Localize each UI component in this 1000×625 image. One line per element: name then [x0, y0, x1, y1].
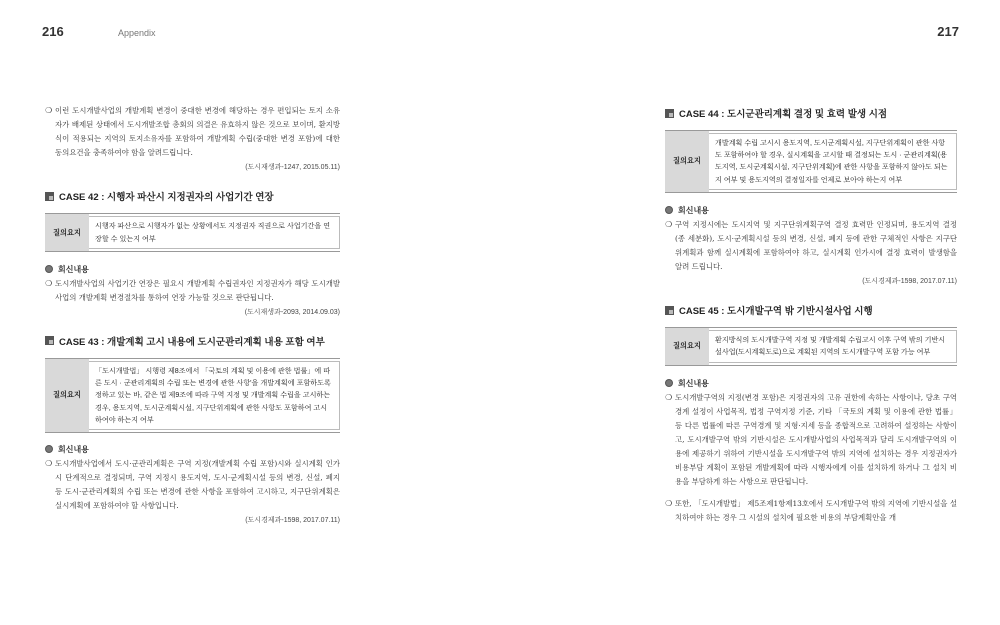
case-icon: [45, 336, 54, 345]
case-44-answer: [665, 218, 957, 274]
case-45-answer-heading: [665, 378, 957, 389]
answer-text: 또한, 「도시개발법」 제5조제1항제13호에서 도시개발구역 밖의 지역에 기반시설을 설치하여야 하는 경우 그 시설의 설치에 필요한 비용의 부담계획안을 개: [675, 499, 957, 523]
running-header: Appendix: [118, 28, 156, 38]
answer-text: 도시개발사업의 사업기간 연장은 필요시 개발계획 수립권자인 지정권자가 해당 도시개발사업의 개발계획 변경절차를 통하여 연장 가능할 것으로 판단됩니다.: [55, 278, 340, 302]
case-45-answer: [665, 391, 957, 490]
case-44-question-box: [665, 130, 957, 193]
answer-dot-icon: [665, 379, 673, 387]
page-number-left: 216: [42, 24, 64, 39]
question-text: 시행자 파산으로 시행자가 없는 상황에서도 지정권자 직권으로 사업기간을 연장할 수 있는지 여부: [89, 216, 340, 248]
intro-text: 이런 도시개발사업의 개발계획 변경이 중대한 변경에 해당하는 경우 편입되는 토지 소유자가 배제된 상태에서 도시개발조합 총회의 의결은 유효하지 않은 것으로 보이며, 환지방식이 적용되는 지역의 토지소유자를 포함하여 개발계획 수립(중대한 변경 포함)에 대한 동의요건을 충족하여야 함을 알려드립니다.: [55, 106, 340, 158]
case-42-heading: [45, 189, 340, 203]
question-label: 질의요지: [665, 131, 709, 192]
circle-bullet-icon: ❍: [665, 499, 673, 509]
circle-bullet-icon: ❍: [45, 458, 53, 468]
case-icon: [665, 109, 674, 118]
case-43-title: CASE 43 : 개발계획 고시 내용에 도시군관리계획 내용 포함 여부: [59, 336, 325, 348]
answer-label: 회신내용: [678, 378, 709, 388]
circle-bullet-icon: ❍: [45, 106, 53, 115]
left-column: [45, 104, 340, 525]
answer-label: 회신내용: [58, 264, 89, 274]
answer-dot-icon: [45, 445, 53, 453]
case-44-heading: [665, 106, 957, 120]
question-label: 질의요지: [45, 214, 89, 250]
question-text: 환지방식의 도시개발구역 지정 및 개발계획 수립고시 이후 구역 밖의 기반시설사업(도시계획도로)으로 계획된 지역의 도시개발구역 포함 가능 여부: [709, 330, 957, 362]
question-text: 개발계획 수립 고시시 용도지역, 도시군계획시설, 지구단위계획이 관한 사항도 포함하여야 할 경우, 실시계획을 고시할 때 결정되는 도시 · 군관리계획(용도지역, 도시군계획시설, 지구단위계획)에 관한 사항을 포함하지 않아도 되는지 여부 및 용도지역의 결정일자를 언제로 보아야 하는지 여부: [709, 133, 957, 190]
case-42-title: CASE 42 : 시행자 파산시 지정권자의 사업기간 연장: [59, 192, 274, 204]
right-page: [500, 0, 1000, 625]
case-42-answer-heading: [45, 264, 340, 275]
question-label: 질의요지: [665, 328, 709, 364]
circle-bullet-icon: ❍: [45, 278, 53, 288]
answer-text: 도시개발사업에서 도시·군관리계획은 구역 지정(개발계획 수립 포함)시와 실시계획 인가시 단계적으로 결정되며, 구역 지정시 용도지역, 도시·군계획시설 등의 변경, 신설, 폐지 등 도시·군관리계획의 수립 또는 변경에 관한 사항을 포함하여 고시하고, 지구단위계획은 실시계획에 포함하여야 할 사항입니다.: [55, 458, 340, 511]
case-45-heading: [665, 303, 957, 317]
answer-text: 구역 지정시에는 도시지역 및 지구단위계획구역 결정 효력만 인정되며, 용도지역 결정(종 세분화), 도시·군계획시설 등의 변경, 신설, 폐지 등에 관한 구체적인 사항은 지구단위계획과 함께 실시계획에 포함하여야 하고, 실시계획 인가시에 결정 효력이 발생함을 알려 드립니다.: [675, 219, 957, 272]
case-icon: [665, 306, 674, 315]
circle-bullet-icon: ❍: [665, 219, 673, 229]
case-45-answer-continued: [665, 497, 957, 525]
source-citation: (도시경제과-1598, 2017.07.11): [245, 517, 340, 525]
answer-label: 회신내용: [678, 205, 709, 215]
case-42-question-box: [45, 213, 340, 251]
page-number-right: 217: [937, 24, 959, 39]
intro-paragraph: [45, 104, 340, 160]
right-column: [665, 106, 957, 525]
case-45-question-box: [665, 327, 957, 365]
source-citation: (도시경제과-1598, 2017.07.11): [862, 278, 957, 286]
case-43-answer: [45, 457, 340, 513]
case-43-heading: [45, 334, 340, 348]
answer-text: 도시개발구역의 지정(변경 포함)은 지정권자의 고유 권한에 속하는 사항이나, 당초 구역경계 설정이 사업목적, 법정 구역지정 기준, 기타 「국토의 계획 및 이용에 관한 법률」 등 다른 법률에 따른 구역경계 및 지형·지세 등을 종합적으로 고려하여 설정하는 사항이고, 도시개발구역 밖의 기반시설은 도시개발사업의 사업목적과 달리 도시개발구역의 이용에 제공하기 위하여 기반시설을 도시개발구역 밖의 지역에 설치하는 경우 지정권자가 비용부담 계획이 포함된 개발계획에 따라 시행자에게 이를 설치하게 하거나 그 설치 비용을 부담하게 하는 사항으로 판단됩니다.: [675, 392, 957, 487]
case-43-answer-heading: [45, 444, 340, 455]
question-label: 질의요지: [45, 359, 89, 432]
case-icon: [45, 192, 54, 201]
answer-dot-icon: [45, 265, 53, 273]
case-43-question-box: [45, 358, 340, 433]
question-text: 「도시개발법」 시행령 제8조에서 「국토의 계획 및 이용에 관한 법률」에 따른 도시 · 군관리계획의 수립 또는 변경에 관한 사항'을 개발계획에 포함하도록 정하고 있는 바, 같은 법 제9조에 따라 구역 지정 및 개발계획 수립을 고시하는 경우, 용도지역, 도시군계획시설, 지구단위계획에 관한 사항도 포함하여 고시하여야 하는지 여부: [89, 361, 340, 430]
answer-label: 회신내용: [58, 444, 89, 454]
case-42-answer: [45, 277, 340, 305]
case-44-answer-heading: [665, 205, 957, 216]
source-citation: (도시재생과-2093, 2014.09.03): [244, 308, 340, 316]
source-citation: (도시재생과-1247, 2015.05.11): [245, 164, 340, 172]
circle-bullet-icon: ❍: [665, 392, 673, 402]
answer-dot-icon: [665, 206, 673, 214]
case-45-title: CASE 45 : 도시개발구역 밖 기반시설사업 시행: [679, 306, 873, 318]
case-44-title: CASE 44 : 도시군관리계획 결정 및 효력 발생 시점: [679, 109, 888, 120]
